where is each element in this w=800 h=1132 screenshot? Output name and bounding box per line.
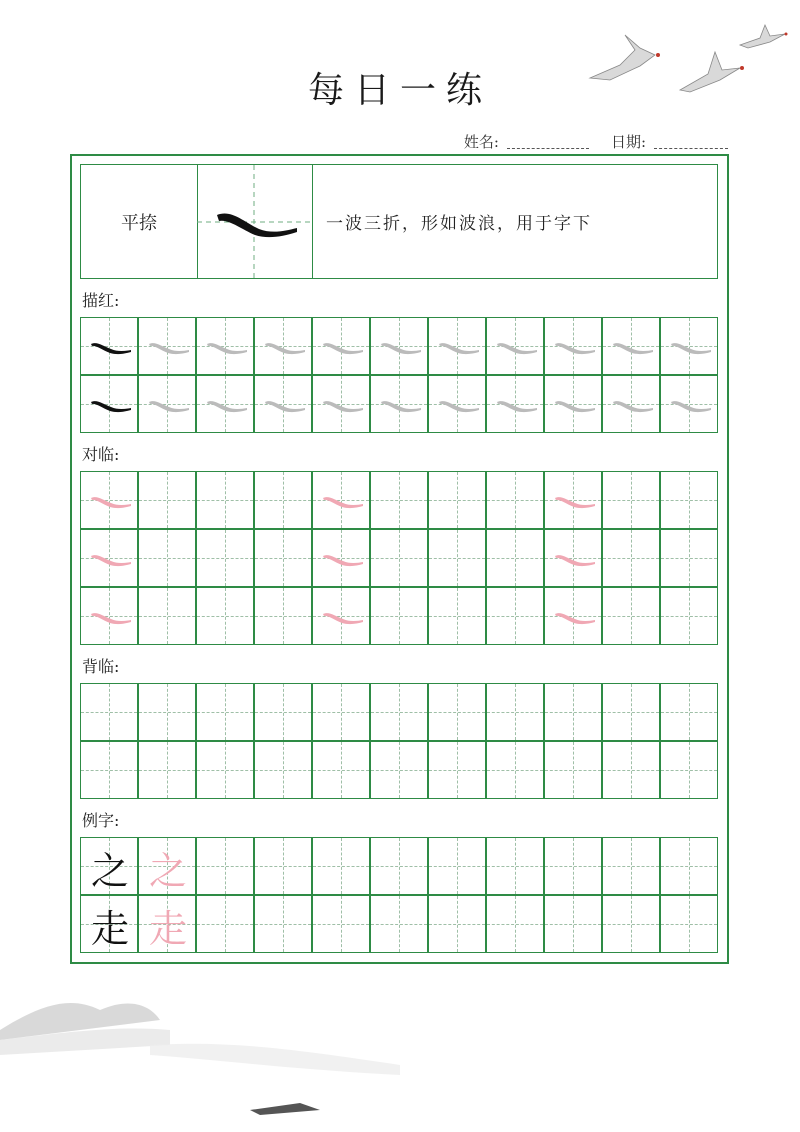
grid-cell[interactable] <box>660 587 718 645</box>
grid-cell[interactable] <box>80 741 138 799</box>
grid-cell[interactable] <box>196 317 254 375</box>
grid-cell[interactable] <box>544 529 602 587</box>
grid-cell[interactable] <box>660 471 718 529</box>
grid-cell[interactable] <box>138 741 196 799</box>
grid-cell[interactable] <box>486 471 544 529</box>
grid-cell[interactable] <box>196 683 254 741</box>
grid-cell[interactable] <box>660 683 718 741</box>
grid-cell[interactable] <box>602 317 660 375</box>
grid-cell[interactable] <box>196 471 254 529</box>
grid-cell[interactable] <box>428 837 486 895</box>
grid-cell[interactable] <box>138 587 196 645</box>
grid-cell[interactable] <box>486 529 544 587</box>
grid-cell[interactable] <box>602 741 660 799</box>
pingna-stroke-icon <box>487 318 545 376</box>
pingna-stroke-icon <box>139 318 197 376</box>
grid-cell[interactable] <box>428 683 486 741</box>
grid-cell[interactable] <box>602 683 660 741</box>
grid-cell[interactable] <box>602 471 660 529</box>
grid-cell[interactable] <box>196 837 254 895</box>
grid-cell[interactable] <box>660 375 718 433</box>
grid-cell[interactable] <box>370 529 428 587</box>
grid-cell[interactable] <box>428 587 486 645</box>
grid-cell[interactable] <box>80 837 138 895</box>
grid-cell[interactable] <box>80 895 138 953</box>
pingna-stroke-icon <box>661 376 719 434</box>
grid-cell[interactable] <box>254 375 312 433</box>
grid-cell[interactable] <box>312 529 370 587</box>
pingna-stroke-icon <box>313 530 371 588</box>
grid-cell[interactable] <box>138 529 196 587</box>
grid-cell[interactable] <box>312 375 370 433</box>
date-field[interactable] <box>611 131 728 152</box>
section-trace-label: 描红: <box>82 291 120 310</box>
grid-cell[interactable] <box>254 317 312 375</box>
grid-cell[interactable] <box>370 837 428 895</box>
grid-cell[interactable] <box>80 587 138 645</box>
grid-cell[interactable] <box>370 375 428 433</box>
grid-cell[interactable] <box>80 375 138 433</box>
grid-cell[interactable] <box>254 529 312 587</box>
stroke-description: 一波三折，形如波浪，用于字下 <box>326 214 592 234</box>
grid-cell[interactable] <box>486 895 544 953</box>
grid-cell[interactable] <box>428 375 486 433</box>
grid-cell[interactable] <box>544 317 602 375</box>
pingna-stroke-icon <box>197 318 255 376</box>
grid-cell[interactable] <box>312 895 370 953</box>
grid-cell[interactable] <box>486 317 544 375</box>
grid-cell[interactable] <box>370 471 428 529</box>
pingna-stroke-icon <box>81 530 139 588</box>
grid-cell[interactable] <box>428 317 486 375</box>
pingna-stroke-icon <box>81 472 139 530</box>
grid-cell[interactable] <box>312 587 370 645</box>
pingna-stroke-icon <box>371 318 429 376</box>
grid-cell[interactable] <box>196 895 254 953</box>
landscape-illustration <box>0 985 420 1132</box>
pingna-stroke-icon <box>429 376 487 434</box>
pingna-stroke-icon <box>429 318 487 376</box>
example-char: 走 <box>90 906 129 951</box>
grid-cell[interactable] <box>312 683 370 741</box>
grid-cell[interactable] <box>196 587 254 645</box>
example-char: 之 <box>90 848 129 893</box>
pingna-stroke-icon <box>371 376 429 434</box>
grid-cell[interactable] <box>428 741 486 799</box>
pingna-stroke-icon <box>255 318 313 376</box>
grid-cell[interactable] <box>312 317 370 375</box>
name-date-line <box>464 131 728 152</box>
grid-cell[interactable] <box>312 741 370 799</box>
pingna-stroke-icon <box>603 376 661 434</box>
grid-cell[interactable] <box>486 741 544 799</box>
stroke-demo-icon <box>197 165 312 278</box>
grid-cell[interactable] <box>660 317 718 375</box>
grid-cell[interactable] <box>660 741 718 799</box>
pingna-stroke-icon <box>81 376 139 434</box>
pingna-stroke-icon <box>545 588 603 646</box>
example-char-trace: 走 <box>148 906 187 951</box>
stroke-info-box <box>80 164 718 279</box>
grid-cell[interactable] <box>138 895 196 953</box>
grid-cell[interactable] <box>254 587 312 645</box>
grid-cell[interactable] <box>428 895 486 953</box>
stroke-name: 平捺 <box>81 165 198 278</box>
grid-cell[interactable] <box>138 683 196 741</box>
pingna-stroke-icon <box>487 376 545 434</box>
grid-cell[interactable] <box>660 837 718 895</box>
grid-cell[interactable] <box>80 317 138 375</box>
grid-cell[interactable] <box>254 895 312 953</box>
name-label: 姓名: <box>463 133 499 151</box>
pingna-stroke-icon <box>545 376 603 434</box>
pingna-stroke-icon <box>603 318 661 376</box>
pingna-stroke-icon <box>545 472 603 530</box>
grid-cell[interactable] <box>660 895 718 953</box>
grid-cell[interactable] <box>312 471 370 529</box>
grid-cell[interactable] <box>196 375 254 433</box>
grid-cell[interactable] <box>138 375 196 433</box>
grid-cell[interactable] <box>544 587 602 645</box>
pingna-stroke-icon <box>81 318 139 376</box>
example-char-trace: 之 <box>148 848 187 893</box>
grid-cell[interactable] <box>370 317 428 375</box>
grid-cell[interactable] <box>370 587 428 645</box>
grid-cell[interactable] <box>602 529 660 587</box>
grid-cell[interactable] <box>312 837 370 895</box>
section-examples-label: 例字: <box>82 811 120 830</box>
stroke-demo-cell <box>197 165 313 278</box>
grid-cell[interactable] <box>486 375 544 433</box>
grid-cell[interactable] <box>138 471 196 529</box>
pingna-stroke-icon <box>661 318 719 376</box>
pingna-stroke-icon <box>545 530 603 588</box>
date-label: 日期: <box>610 133 646 151</box>
grid-cell[interactable] <box>196 529 254 587</box>
grid-cell[interactable] <box>80 471 138 529</box>
grid-cell[interactable] <box>602 587 660 645</box>
grid-cell[interactable] <box>602 375 660 433</box>
grid-cell[interactable] <box>544 895 602 953</box>
pingna-stroke-icon <box>255 376 313 434</box>
grid-cell[interactable] <box>486 683 544 741</box>
grid-cell[interactable] <box>544 683 602 741</box>
grid-cell[interactable] <box>80 529 138 587</box>
grid-cell[interactable] <box>254 837 312 895</box>
grid-cell[interactable] <box>486 837 544 895</box>
grid-cell[interactable] <box>254 683 312 741</box>
page-title: 每日一练 <box>307 70 492 111</box>
grid-cell[interactable] <box>370 683 428 741</box>
grid-cell[interactable] <box>544 471 602 529</box>
pingna-stroke-icon <box>81 588 139 646</box>
grid-cell[interactable] <box>602 837 660 895</box>
grid-cell[interactable] <box>138 317 196 375</box>
pingna-stroke-icon <box>545 318 603 376</box>
grid-cell[interactable] <box>254 741 312 799</box>
pingna-stroke-icon <box>139 376 197 434</box>
grid-cell[interactable] <box>138 837 196 895</box>
pingna-stroke-icon <box>197 376 255 434</box>
grid-cell[interactable] <box>80 683 138 741</box>
grid-cell[interactable] <box>428 529 486 587</box>
section-recall-label: 背临: <box>82 657 120 676</box>
pingna-stroke-icon <box>313 588 371 646</box>
grid-cell[interactable] <box>602 895 660 953</box>
grid-cell[interactable] <box>428 471 486 529</box>
section-copy-label: 对临: <box>82 445 120 464</box>
grid-cell[interactable] <box>660 529 718 587</box>
pingna-stroke-icon <box>313 472 371 530</box>
grid-cell[interactable] <box>254 471 312 529</box>
pingna-stroke-icon <box>313 376 371 434</box>
grid-cell[interactable] <box>196 741 254 799</box>
grid-cell[interactable] <box>544 741 602 799</box>
name-field[interactable] <box>464 131 589 152</box>
grid-cell[interactable] <box>544 837 602 895</box>
grid-cell[interactable] <box>370 741 428 799</box>
pingna-stroke-icon <box>313 318 371 376</box>
grid-cell[interactable] <box>486 587 544 645</box>
grid-cell[interactable] <box>544 375 602 433</box>
grid-cell[interactable] <box>370 895 428 953</box>
